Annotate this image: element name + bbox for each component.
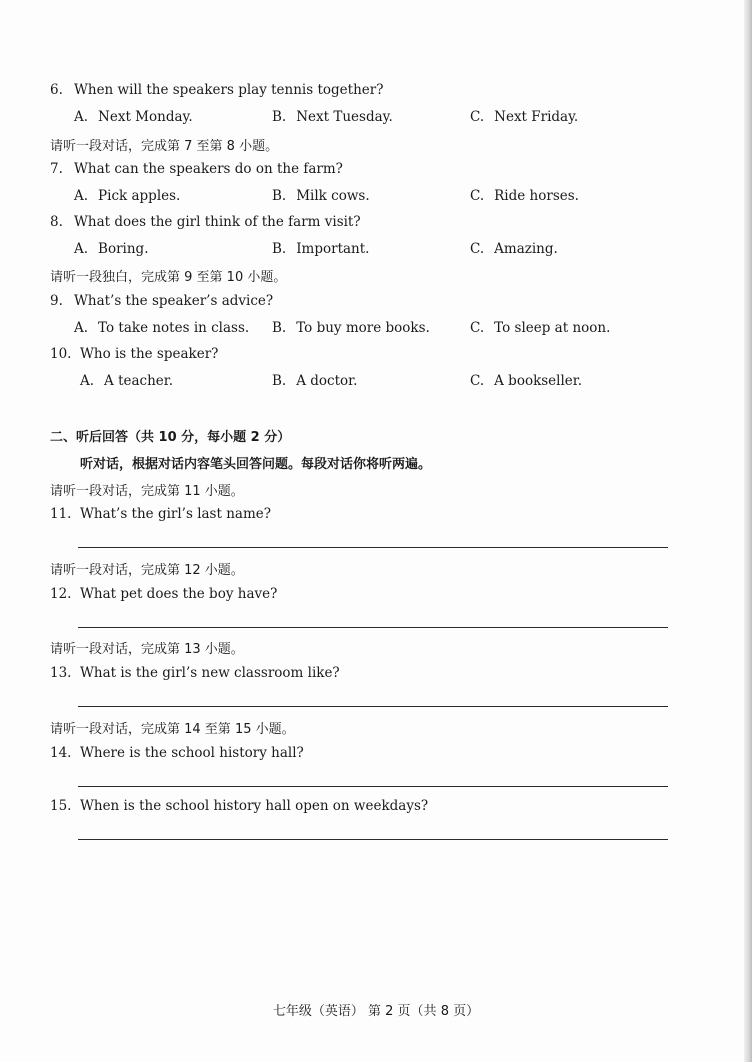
question-text: What’s the girl’s last name? — [80, 506, 271, 522]
question-number: 13. — [50, 665, 72, 681]
question-text: What does the girl think of the farm visit? — [74, 214, 361, 230]
option-6b: B. Next Tuesday. — [272, 109, 393, 125]
question-text: Where is the school history hall? — [80, 745, 304, 761]
option-9b: B. To buy more books. — [272, 320, 430, 336]
question-number: 7. — [50, 161, 63, 177]
option-7a: A. Pick apples. — [74, 188, 181, 204]
option-8a: A. Boring. — [74, 241, 149, 257]
question-number: 11. — [50, 506, 72, 522]
answer-line-12[interactable] — [78, 627, 668, 628]
question-text: What is the girl’s new classroom like? — [80, 665, 340, 681]
answer-line-11[interactable] — [78, 547, 668, 548]
question-text: When is the school history hall open on weekdays? — [80, 798, 429, 814]
instruction-11: 请听一段对话，完成第 11 小题。 — [50, 484, 244, 499]
question-number: 14. — [50, 745, 72, 761]
option-10b: B. A doctor. — [272, 373, 358, 389]
option-9c: C. To sleep at noon. — [470, 320, 611, 336]
question-number: 15. — [50, 798, 72, 814]
instruction-13: 请听一段对话，完成第 13 小题。 — [50, 642, 244, 657]
option-10c: C. A bookseller. — [470, 373, 583, 389]
section-2-intro: 听对话，根据对话内容笔头回答问题。每段对话你将听两遍。 — [80, 457, 432, 472]
answer-line-15[interactable] — [78, 839, 668, 840]
section-2-title: 二、听后回答（共 10 分，每小题 2 分） — [50, 430, 291, 445]
option-10a: A. A teacher. — [80, 373, 174, 389]
question-text: Who is the speaker? — [80, 346, 219, 362]
instruction-14-15: 请听一段对话，完成第 14 至第 15 小题。 — [50, 722, 295, 737]
option-9a: A. To take notes in class. — [74, 320, 250, 336]
option-8c: C. Amazing. — [470, 241, 558, 257]
instruction-12: 请听一段对话，完成第 12 小题。 — [50, 563, 244, 578]
question-text: What pet does the boy have? — [80, 586, 278, 602]
question-text: When will the speakers play tennis together? — [74, 82, 384, 98]
question-number: 8. — [50, 214, 63, 230]
instruction-7-8: 请听一段对话，完成第 7 至第 8 小题。 — [50, 139, 279, 154]
instruction-9-10: 请听一段独白，完成第 9 至第 10 小题。 — [50, 270, 287, 285]
option-6c: C. Next Friday. — [470, 109, 579, 125]
answer-line-13[interactable] — [78, 706, 668, 707]
option-8b: B. Important. — [272, 241, 370, 257]
question-number: 6. — [50, 82, 63, 98]
page-edge-shadow — [744, 0, 752, 1062]
option-7b: B. Milk cows. — [272, 188, 370, 204]
question-number: 12. — [50, 586, 72, 602]
question-text: What can the speakers do on the farm? — [74, 161, 343, 177]
question-number: 9. — [50, 293, 63, 309]
option-7c: C. Ride horses. — [470, 188, 579, 204]
answer-line-14[interactable] — [78, 786, 668, 787]
page-footer: 七年级（英语） 第 2 页（共 8 页） — [272, 1004, 480, 1019]
option-6a: A. Next Monday. — [74, 109, 193, 125]
question-number: 10. — [50, 346, 72, 362]
question-text: What’s the speaker’s advice? — [74, 293, 274, 309]
